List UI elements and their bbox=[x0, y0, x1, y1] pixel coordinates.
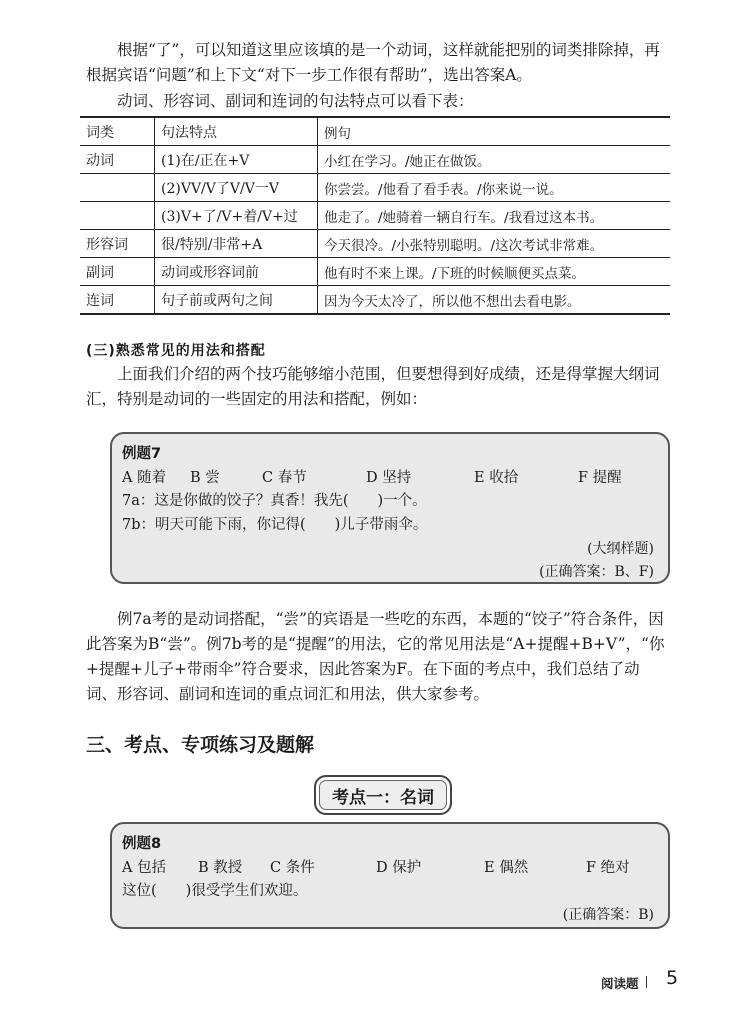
table-cell bbox=[80, 202, 155, 230]
example-label: 例题7 bbox=[122, 446, 162, 462]
header-cell: 词类 bbox=[80, 117, 155, 146]
explanation-paragraph: 例7a考的是动词搭配，“尝”的宾语是一些吃的东西，本题的“饺子”符合条件，因此答案为B“尝”。例7b考的是“提醒”的用法，它的常见用法是“A+提醒+B+V”，“你+提醒+儿子+带雨伞”符合要求，因此答案为F。在下面的考点中，我们总结了动词、形容词、副词和连词的重点词汇和用法，供大家参考。 bbox=[86, 610, 665, 703]
option: C 春节 bbox=[262, 470, 307, 486]
option: F 提醒 bbox=[578, 470, 622, 486]
table-cell: 动词 bbox=[80, 146, 155, 174]
table-cell: (2)VV/V了V/V一V bbox=[155, 174, 318, 202]
option: E 偶然 bbox=[484, 860, 529, 876]
table-cell: 小红在学习。/她正在做饭。 bbox=[318, 146, 671, 174]
intro-paragraph: 根据“了”，可以知道这里应该填的是一个动词，这样就能把别的词类排除掉，再根据宾语“问题”和上下文“对下一步工作很有帮助”，选出答案A。 bbox=[86, 41, 660, 84]
table-cell: 连词 bbox=[80, 286, 155, 315]
table-row bbox=[80, 258, 670, 286]
table-cell: 形容词 bbox=[80, 230, 155, 258]
table-cell: 很/特别/非常+A bbox=[155, 230, 318, 258]
header-cell: 句法特点 bbox=[155, 117, 318, 146]
option: A 包括 bbox=[122, 860, 167, 876]
option-row bbox=[122, 466, 658, 487]
option: C 条件 bbox=[270, 860, 315, 876]
table-row bbox=[80, 174, 670, 202]
table-cell: 他有时不来上课。/下班的时候顺便买点菜。 bbox=[318, 258, 671, 286]
option: D 保护 bbox=[376, 860, 422, 876]
table-cell: 他走了。/她骑着一辆自行车。/我看过这本书。 bbox=[318, 202, 671, 230]
table-header-row bbox=[80, 117, 670, 146]
option: F 绝对 bbox=[586, 860, 630, 876]
option: D 坚持 bbox=[366, 470, 412, 486]
table-cell: 句子前或两句之间 bbox=[155, 286, 318, 315]
footer-section-label: 阅读题 bbox=[601, 976, 639, 991]
table-cell: 动词或形容词前 bbox=[155, 258, 318, 286]
source-note: (大纲样题) bbox=[587, 541, 654, 557]
question-7b: 7b：明天可能下雨，你记得( )儿子带雨伞。 bbox=[122, 517, 428, 533]
table-row bbox=[80, 286, 670, 315]
option: B 教授 bbox=[198, 860, 243, 876]
option: B 尝 bbox=[190, 470, 220, 486]
answer-note: (正确答案：B、F) bbox=[539, 564, 654, 580]
kaodian-title: 考点一：名词 bbox=[314, 775, 452, 815]
example-7-box bbox=[110, 432, 670, 584]
option: E 收拾 bbox=[474, 470, 519, 486]
table-intro-text: 动词、形容词、副词和连词的句法特点可以看下表： bbox=[117, 92, 474, 110]
answer-note: (正确答案：B) bbox=[562, 907, 654, 923]
table-cell: 副词 bbox=[80, 258, 155, 286]
table-cell: 因为今天太冷了，所以他不想出去看电影。 bbox=[318, 286, 671, 315]
footer-divider bbox=[646, 976, 647, 988]
technique-paragraph: 上面我们介绍的两个技巧能够缩小范围，但要想得到好成绩，还是得掌握大纲词汇，特别是动词的一些固定的用法和搭配，例如： bbox=[86, 365, 660, 408]
subheading: (三)熟悉常见的用法和搭配 bbox=[86, 343, 266, 359]
grammar-table bbox=[80, 116, 670, 315]
table-cell bbox=[80, 174, 155, 202]
table-row bbox=[80, 202, 670, 230]
example-label: 例题8 bbox=[122, 836, 162, 852]
question-8: 这位( )很受学生们欢迎。 bbox=[122, 883, 308, 899]
page-number: 5 bbox=[666, 967, 679, 989]
example-8-box bbox=[110, 822, 670, 929]
table-cell: (1)在/正在+V bbox=[155, 146, 318, 174]
table-cell: (3)V+了/V+着/V+过 bbox=[155, 202, 318, 230]
option-row bbox=[122, 856, 658, 877]
question-7a: 7a：这是你做的饺子？真香！我先( )一个。 bbox=[122, 493, 427, 509]
table-cell: 你尝尝。/他看了看手表。/你来说一说。 bbox=[318, 174, 671, 202]
option: A 随着 bbox=[122, 470, 167, 486]
table-row bbox=[80, 146, 670, 174]
table-cell: 今天很冷。/小张特别聪明。/这次考试非常难。 bbox=[318, 230, 671, 258]
section-title: 三、考点、专项练习及题解 bbox=[86, 734, 315, 756]
header-cell: 例句 bbox=[318, 117, 671, 146]
table-row bbox=[80, 230, 670, 258]
